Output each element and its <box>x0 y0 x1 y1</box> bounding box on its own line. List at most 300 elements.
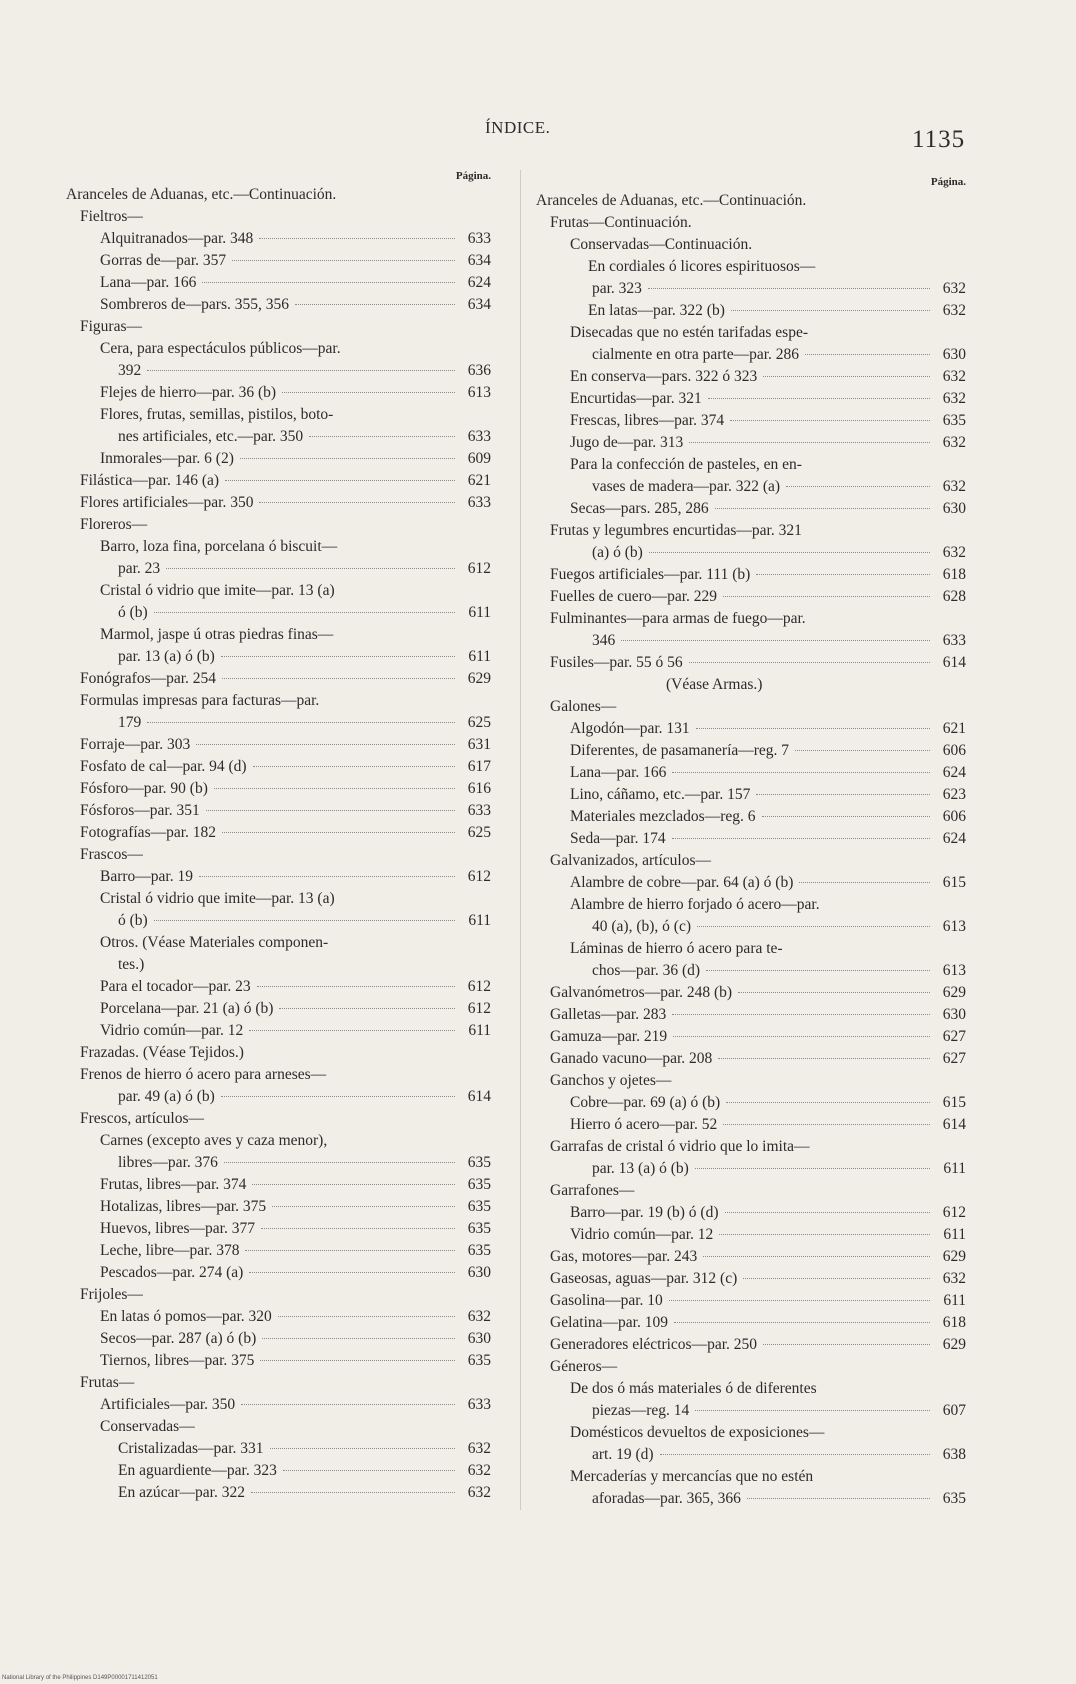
index-entry <box>66 888 491 910</box>
index-entry-page: 611 <box>468 912 491 929</box>
index-entry <box>66 954 491 976</box>
index-entry-page: 633 <box>467 230 491 247</box>
index-entry-text: Vidrio común—par. 12 <box>100 1022 244 1039</box>
index-entry <box>66 228 491 250</box>
index-entry-text: Aranceles de Aduanas, etc.—Continuación. <box>536 192 807 209</box>
index-entry-text: (Véase Armas.) <box>666 676 763 693</box>
index-entry-text: Frazadas. (Véase Tejidos.) <box>80 1044 244 1061</box>
index-entry-text: Leche, libre—par. 378 <box>100 1242 240 1259</box>
index-entry-page: 633 <box>467 802 491 819</box>
index-entry-page: 621 <box>942 720 966 737</box>
index-entry-text: Galvanómetros—par. 248 (b) <box>550 984 733 1001</box>
index-entry-text: Formulas impresas para facturas—par. <box>80 692 320 709</box>
leader-dots <box>706 970 930 971</box>
index-entry-page: 611 <box>943 1226 966 1243</box>
index-entry <box>66 294 491 316</box>
index-entry-text: Frescos, artículos— <box>80 1110 204 1127</box>
leader-dots <box>154 920 455 921</box>
index-entry-text: Ganado vacuno—par. 208 <box>550 1050 713 1067</box>
index-entry-text: Sombreros de—pars. 355, 356 <box>100 296 289 313</box>
index-entry-text: par. 13 (a) ó (b) <box>592 1160 689 1177</box>
index-entry <box>536 586 966 608</box>
index-entry-text: Fosfato de cal—par. 94 (d) <box>80 758 247 775</box>
index-entry-text: Alambre de cobre—par. 64 (a) ó (b) <box>570 874 794 891</box>
index-entry-page: 611 <box>943 1292 966 1309</box>
leader-dots <box>272 1206 455 1207</box>
leader-dots <box>673 1036 930 1037</box>
index-entry <box>66 1284 491 1306</box>
leader-dots <box>725 1212 931 1213</box>
index-entry-text: Fonógrafos—par. 254 <box>80 670 217 687</box>
leader-dots <box>763 1344 930 1345</box>
index-entry <box>66 448 491 470</box>
leader-dots <box>703 1256 930 1257</box>
index-entry-page: 624 <box>942 764 966 781</box>
index-entry-text: Cristal ó vidrio que imite—par. 13 (a) <box>100 582 335 599</box>
index-entry <box>536 1158 966 1180</box>
leader-dots <box>672 1014 930 1015</box>
index-entry-text: Frutas— <box>80 1374 135 1391</box>
index-entry <box>536 234 966 256</box>
index-entry <box>536 1400 966 1422</box>
index-entry <box>536 344 966 366</box>
pagina-label: Página. <box>455 170 491 182</box>
index-entry-text: Garrafas de cristal ó vidrio que lo imita— <box>550 1138 810 1155</box>
index-entry <box>66 1240 491 1262</box>
index-entry-text: Láminas de hierro ó acero para te- <box>570 940 783 957</box>
index-entry-text: Lana—par. 166 <box>570 764 667 781</box>
index-entry-text: Cristal ó vidrio que imite—par. 13 (a) <box>100 890 335 907</box>
index-entry <box>536 630 966 652</box>
index-entry <box>66 1174 491 1196</box>
index-entry-text: (a) ó (b) <box>592 544 643 561</box>
index-entry <box>536 1268 966 1290</box>
index-entry-text: Flores artificiales—par. 350 <box>80 494 254 511</box>
index-entry-text: Encurtidas—par. 321 <box>570 390 702 407</box>
index-entry-text: par. 49 (a) ó (b) <box>118 1088 215 1105</box>
leader-dots <box>649 552 930 553</box>
index-entry-page: 632 <box>467 1462 491 1479</box>
leader-dots <box>747 1498 930 1499</box>
index-entry-page: 624 <box>467 274 491 291</box>
index-entry-text: Frutas, libres—par. 374 <box>100 1176 247 1193</box>
index-entry <box>536 1026 966 1048</box>
index-entry <box>66 514 491 536</box>
index-entry-text: Hierro ó acero—par. 52 <box>570 1116 718 1133</box>
leader-dots <box>648 288 930 289</box>
leader-dots <box>723 1124 930 1125</box>
index-entry <box>536 828 966 850</box>
index-entry-text: Para el tocador—par. 23 <box>100 978 251 995</box>
leader-dots <box>147 722 455 723</box>
index-entry <box>536 454 966 476</box>
index-entry-text: ó (b) <box>118 604 148 621</box>
index-entry-page: 633 <box>467 494 491 511</box>
leader-dots <box>723 596 930 597</box>
index-entry-page: 623 <box>942 786 966 803</box>
index-entry-text: Porcelana—par. 21 (a) ó (b) <box>100 1000 274 1017</box>
index-entry-text: En latas—par. 322 (b) <box>588 302 725 319</box>
index-entry <box>66 624 491 646</box>
index-entry <box>66 426 491 448</box>
index-entry-text: Frascos— <box>80 846 143 863</box>
index-entry-text: Gorras de—par. 357 <box>100 252 227 269</box>
index-entry-text: 392 <box>118 362 142 379</box>
index-entry <box>536 960 966 982</box>
index-entry <box>536 1114 966 1136</box>
index-entry <box>536 190 966 212</box>
index-entry-page: 635 <box>467 1176 491 1193</box>
index-entry-page: 635 <box>942 412 966 429</box>
index-entry-text: piezas—reg. 14 <box>592 1402 690 1419</box>
leader-dots <box>731 310 930 311</box>
index-entry-page: 636 <box>467 362 491 379</box>
index-entry-text: Filástica—par. 146 (a) <box>80 472 220 489</box>
leader-dots <box>252 1184 455 1185</box>
index-entry-text: Frijoles— <box>80 1286 143 1303</box>
leader-dots <box>282 392 455 393</box>
index-entry <box>66 1064 491 1086</box>
index-entry-text: Fósforos—par. 351 <box>80 802 200 819</box>
index-entry <box>536 1422 966 1444</box>
index-entry-text: Seda—par. 174 <box>570 830 666 847</box>
leader-dots <box>225 480 455 481</box>
index-entry <box>536 1378 966 1400</box>
index-entry <box>66 206 491 228</box>
leader-dots <box>199 876 455 877</box>
leader-dots <box>257 986 455 987</box>
index-entry-page: 633 <box>467 428 491 445</box>
index-entry-text: Secos—par. 287 (a) ó (b) <box>100 1330 257 1347</box>
leader-dots <box>805 354 930 355</box>
leader-dots <box>259 502 455 503</box>
index-entry-text: Gaseosas, aguas—par. 312 (c) <box>550 1270 738 1287</box>
leader-dots <box>621 640 930 641</box>
index-entry <box>66 1218 491 1240</box>
index-entry <box>536 1488 966 1510</box>
index-entry-text: cialmente en otra parte—par. 286 <box>592 346 800 363</box>
leader-dots <box>154 612 455 613</box>
leader-dots <box>799 882 930 883</box>
index-entry <box>536 1048 966 1070</box>
index-entry <box>66 778 491 800</box>
index-entry-page: 614 <box>942 1116 966 1133</box>
index-entry-text: Disecadas que no estén tarifadas espe- <box>570 324 808 341</box>
leader-dots <box>222 678 455 679</box>
index-entry <box>66 272 491 294</box>
index-entry-text: Pescados—par. 274 (a) <box>100 1264 244 1281</box>
index-entry-text: Figuras— <box>80 318 142 335</box>
index-entry <box>66 866 491 888</box>
index-entry-text: vases de madera—par. 322 (a) <box>592 478 781 495</box>
index-entry-text: De dos ó más materiales ó de diferentes <box>570 1380 817 1397</box>
index-entry-text: Cera, para espectáculos públicos—par. <box>100 340 341 357</box>
index-entry-page: 612 <box>467 868 491 885</box>
index-entry <box>66 536 491 558</box>
leader-dots <box>245 1250 455 1251</box>
index-entry <box>66 470 491 492</box>
index-entry <box>536 784 966 806</box>
index-entry-page: 627 <box>942 1028 966 1045</box>
leader-dots <box>756 794 930 795</box>
index-entry <box>536 1070 966 1092</box>
leader-dots <box>224 1162 455 1163</box>
index-entry <box>536 1466 966 1488</box>
leader-dots <box>262 1338 455 1339</box>
index-entry-page: 611 <box>468 1022 491 1039</box>
index-entry-text: Géneros— <box>550 1358 618 1375</box>
leader-dots <box>240 458 455 459</box>
index-entry <box>66 690 491 712</box>
index-entry <box>536 1092 966 1114</box>
index-entry-page: 630 <box>942 346 966 363</box>
index-entry <box>536 938 966 960</box>
index-entry <box>66 250 491 272</box>
index-entry-page: 629 <box>942 1336 966 1353</box>
index-entry <box>66 360 491 382</box>
leader-dots <box>756 574 930 575</box>
index-entry <box>66 1042 491 1064</box>
index-entry <box>536 432 966 454</box>
index-entry-text: Frescas, libres—par. 374 <box>570 412 725 429</box>
leader-dots <box>309 436 455 437</box>
index-entry-text: 346 <box>592 632 616 649</box>
index-entry <box>66 1306 491 1328</box>
index-entry-page: 611 <box>943 1160 966 1177</box>
index-entry-page: 632 <box>467 1308 491 1325</box>
index-entry <box>66 338 491 360</box>
index-entry <box>536 1444 966 1466</box>
index-entry-text: par. 23 <box>118 560 161 577</box>
leader-dots <box>695 1168 930 1169</box>
index-entry-text: Flejes de hierro—par. 36 (b) <box>100 384 277 401</box>
index-entry-page: 615 <box>942 874 966 891</box>
index-entry-text: Forraje—par. 303 <box>80 736 191 753</box>
page-number: 1135 <box>912 126 966 153</box>
index-entry <box>66 1086 491 1108</box>
leader-dots <box>697 926 930 927</box>
index-entry <box>66 756 491 778</box>
index-entry-text: En azúcar—par. 322 <box>118 1484 245 1501</box>
index-entry-text: Frutas—Continuación. <box>550 214 692 231</box>
index-entry-page: 635 <box>942 1490 966 1507</box>
leader-dots <box>689 442 930 443</box>
index-entry-page: 630 <box>467 1330 491 1347</box>
leader-dots <box>762 816 931 817</box>
index-entry <box>66 1262 491 1284</box>
leader-dots <box>738 992 930 993</box>
index-entry <box>66 1130 491 1152</box>
index-entry-page: 628 <box>942 588 966 605</box>
leader-dots <box>689 662 930 663</box>
index-entry-text: 40 (a), (b), ó (c) <box>592 918 691 935</box>
index-entry-text: Para la confección de pasteles, en en- <box>570 456 802 473</box>
index-entry-text: Cobre—par. 69 (a) ó (b) <box>570 1094 721 1111</box>
leader-dots <box>730 420 930 421</box>
index-entry-text: Huevos, libres—par. 377 <box>100 1220 255 1237</box>
index-entry-page: 635 <box>467 1352 491 1369</box>
index-entry <box>536 1004 966 1026</box>
index-entry <box>66 1394 491 1416</box>
index-entry-text: Galones— <box>550 698 617 715</box>
index-entry <box>536 762 966 784</box>
index-entry-text: Diferentes, de pasamanería—reg. 7 <box>570 742 790 759</box>
index-entry-text: art. 19 (d) <box>592 1446 654 1463</box>
index-entry <box>66 712 491 734</box>
index-entry <box>536 806 966 828</box>
index-entry-text: Fuegos artificiales—par. 111 (b) <box>550 566 751 583</box>
index-entry <box>536 256 966 278</box>
index-entry <box>536 718 966 740</box>
index-entry-text: Fieltros— <box>80 208 143 225</box>
index-entry-page: 627 <box>942 1050 966 1067</box>
index-entry-text: En conserva—pars. 322 ó 323 <box>570 368 758 385</box>
index-entry-page: 632 <box>942 302 966 319</box>
index-entry <box>536 916 966 938</box>
index-entry-text: Aranceles de Aduanas, etc.—Continuación. <box>66 186 337 203</box>
index-entry-page: 614 <box>467 1088 491 1105</box>
index-entry-page: 635 <box>467 1198 491 1215</box>
index-entry <box>536 1136 966 1158</box>
leader-dots <box>241 1404 455 1405</box>
index-entry-text: aforadas—par. 365, 366 <box>592 1490 741 1507</box>
index-entry <box>66 822 491 844</box>
index-entry-page: 624 <box>942 830 966 847</box>
index-entry-text: Fotografías—par. 182 <box>80 824 217 841</box>
index-entry-text: Frenos de hierro ó acero para arneses— <box>80 1066 327 1083</box>
leader-dots <box>249 1272 455 1273</box>
index-entry-page: 631 <box>467 736 491 753</box>
index-entry-page: 634 <box>467 296 491 313</box>
leader-dots <box>214 788 455 789</box>
index-entry <box>536 366 966 388</box>
index-entry-page: 632 <box>942 434 966 451</box>
index-entry-page: 606 <box>942 808 966 825</box>
leader-dots <box>695 1410 930 1411</box>
leader-dots <box>719 1234 930 1235</box>
index-entry-text: Fulminantes—para armas de fuego—par. <box>550 610 806 627</box>
index-entry <box>66 404 491 426</box>
index-entry-text: Fusiles—par. 55 ó 56 <box>550 654 683 671</box>
index-entry-page: 632 <box>467 1440 491 1457</box>
pagina-label: Página. <box>930 176 966 188</box>
index-entry-text: Barro—par. 19 (b) ó (d) <box>570 1204 719 1221</box>
index-entry <box>536 410 966 432</box>
index-entry-page: 632 <box>942 280 966 297</box>
index-entry-text: Tiernos, libres—par. 375 <box>100 1352 255 1369</box>
index-entry <box>536 1180 966 1202</box>
index-entry <box>66 998 491 1020</box>
index-entry-page: 612 <box>942 1204 966 1221</box>
leader-dots <box>279 1008 455 1009</box>
index-entry <box>536 872 966 894</box>
index-entry-page: 611 <box>468 648 491 665</box>
index-entry <box>536 476 966 498</box>
index-entry-page: 633 <box>942 632 966 649</box>
index-entry <box>66 1460 491 1482</box>
leader-dots <box>221 656 455 657</box>
index-entry-page: 625 <box>467 714 491 731</box>
index-entry-text: Vidrio común—par. 12 <box>570 1226 714 1243</box>
leader-dots <box>672 838 930 839</box>
index-entry-text: Floreros— <box>80 516 148 533</box>
index-entry-text: Flores, frutas, semillas, pistilos, boto- <box>100 406 334 423</box>
leader-dots <box>222 832 455 833</box>
index-entry <box>66 1108 491 1130</box>
index-entry <box>536 696 966 718</box>
leader-dots <box>795 750 930 751</box>
index-entry <box>536 674 966 696</box>
index-entry-page: 632 <box>942 390 966 407</box>
index-entry <box>536 1202 966 1224</box>
index-entry-text: Ganchos y ojetes— <box>550 1072 672 1089</box>
index-entry-text: Lino, cáñamo, etc.—par. 157 <box>570 786 751 803</box>
index-entry <box>536 740 966 762</box>
index-entry-page: 632 <box>467 1484 491 1501</box>
footer-credit: National Library of the Philippines D149P00001711412051 <box>2 1675 158 1681</box>
index-entry-page: 613 <box>942 962 966 979</box>
index-entry <box>536 850 966 872</box>
index-entry <box>66 382 491 404</box>
index-entry-page: 621 <box>467 472 491 489</box>
leader-dots <box>669 1300 930 1301</box>
leader-dots <box>202 282 455 283</box>
index-entry-page: 607 <box>942 1402 966 1419</box>
index-entry-text: par. 13 (a) ó (b) <box>118 648 215 665</box>
index-entry <box>66 910 491 932</box>
index-entry-page: 632 <box>942 1270 966 1287</box>
index-entry-page: 613 <box>942 918 966 935</box>
index-entry <box>536 1246 966 1268</box>
leader-dots <box>726 1102 930 1103</box>
leader-dots <box>253 766 455 767</box>
leader-dots <box>283 1470 455 1471</box>
index-entry-text: Inmorales—par. 6 (2) <box>100 450 234 467</box>
index-entry-text: Hotalizas, libres—par. 375 <box>100 1198 267 1215</box>
leader-dots <box>196 744 455 745</box>
index-entry-page: 629 <box>942 984 966 1001</box>
index-entry <box>66 844 491 866</box>
index-entry-text: Gelatina—par. 109 <box>550 1314 668 1331</box>
index-entry <box>536 894 966 916</box>
index-entry-text: Conservadas—Continuación. <box>570 236 753 253</box>
index-entry-text: Frutas y legumbres encurtidas—par. 321 <box>550 522 802 539</box>
leader-dots <box>206 810 455 811</box>
leader-dots <box>232 260 455 261</box>
index-entry-text: ó (b) <box>118 912 148 929</box>
leader-dots <box>249 1030 455 1031</box>
index-entry <box>66 316 491 338</box>
leader-dots <box>786 486 930 487</box>
index-entry <box>536 300 966 322</box>
leader-dots <box>674 1322 930 1323</box>
index-entry-page: 606 <box>942 742 966 759</box>
index-entry <box>66 1196 491 1218</box>
index-entry-page: 618 <box>942 566 966 583</box>
index-entry <box>66 1152 491 1174</box>
index-entry <box>66 976 491 998</box>
leader-dots <box>696 728 930 729</box>
leader-dots <box>147 370 455 371</box>
leader-dots <box>718 1058 930 1059</box>
index-entry-page: 612 <box>467 560 491 577</box>
index-entry-text: Marmol, jaspe ú otras piedras finas— <box>100 626 334 643</box>
leader-dots <box>166 568 455 569</box>
index-entry-text: nes artificiales, etc.—par. 350 <box>118 428 304 445</box>
index-entry-page: 635 <box>467 1154 491 1171</box>
leader-dots <box>278 1316 455 1317</box>
index-entry <box>66 668 491 690</box>
